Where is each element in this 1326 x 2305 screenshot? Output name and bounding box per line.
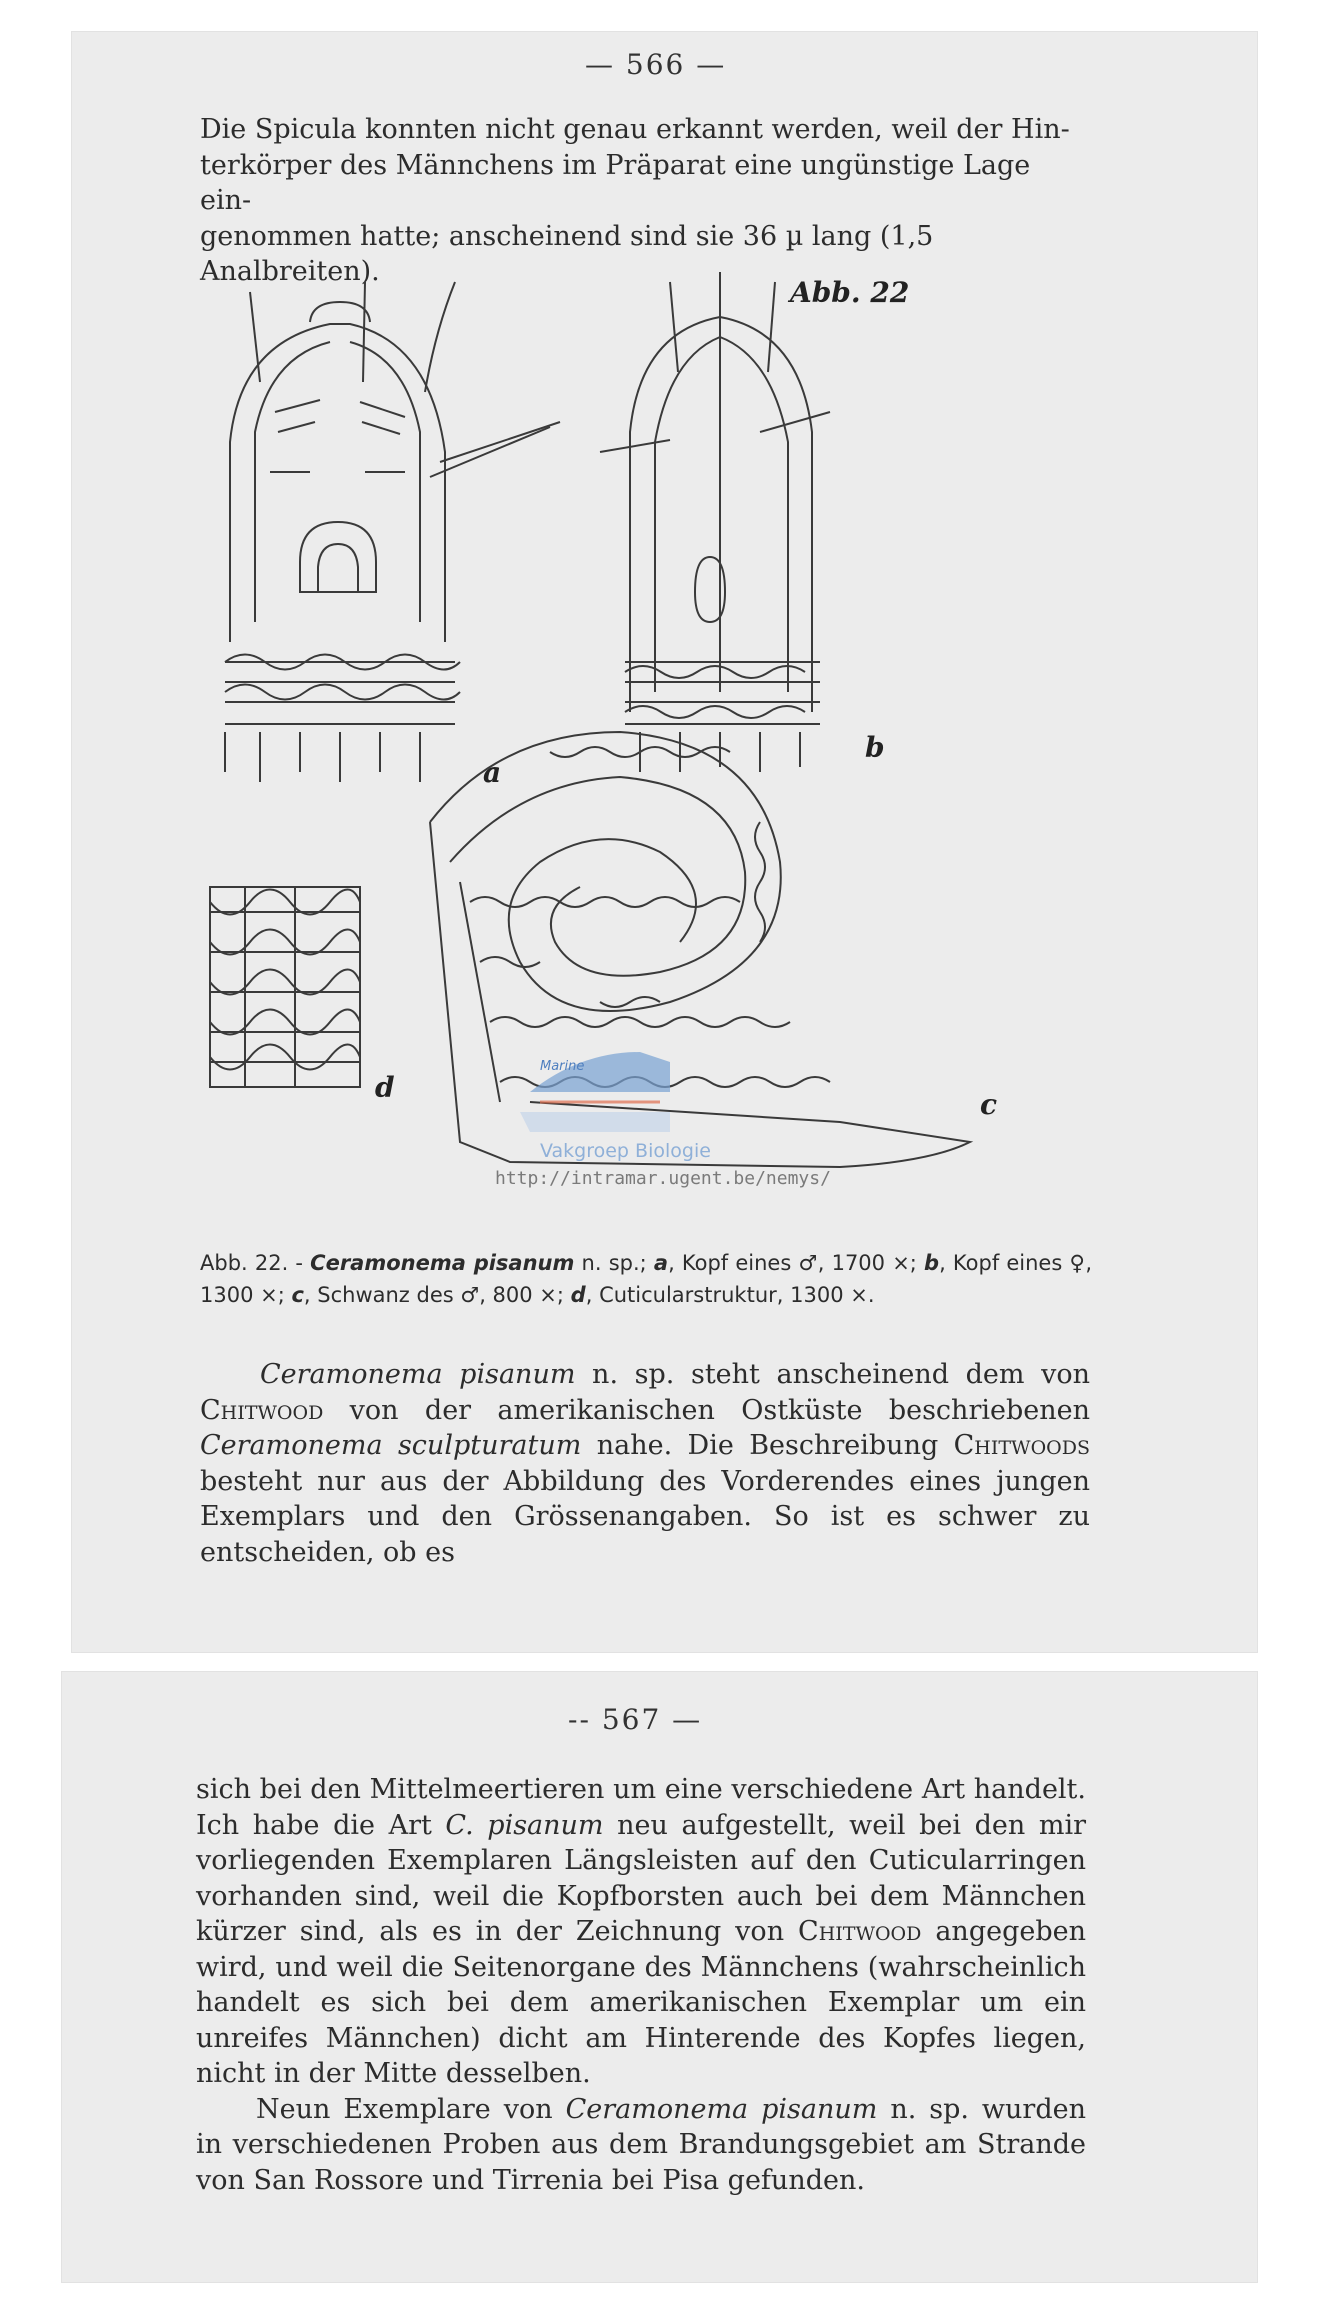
intro-line: Die Spicula konnten nicht genau erkannt werden, weil der Hin- [200,114,1070,145]
author-name: Chitwoods [953,1430,1090,1461]
caption-prefix: Abb. 22. - [200,1251,311,1275]
figure-abb-22 [200,262,1070,1222]
author-name: Chitwood [798,1916,922,1947]
figure-label-d: d [375,1071,395,1104]
caption-text-b: , Kopf eines ♀, 1300 ×; [200,1251,1092,1307]
author-name: Chitwood [200,1394,324,1426]
text-span: angegeben wird, und weil die Seitenorgane des Männchens (wahrscheinlich handelt es sich bei dem amerikanischen Exemplar um ein unreifes Männchen) dicht am Hinterende des Kopfes liegen, nicht in der Mitte desselben. [196,1916,1086,2089]
species-name: Ceramonema sculpturatum [200,1430,582,1461]
species-name: Ceramonema pisanum [565,2093,878,2125]
page-number-566: — 566 — [585,48,727,81]
caption-label-a: a [653,1251,669,1275]
figure-label-c: c [980,1088,998,1121]
caption-label-b: b [924,1251,940,1275]
figure-c-tail-male [430,732,970,1167]
figure-a-head-male [225,282,560,782]
text-span: neu aufgestellt, weil bei den mir vorliegenden Exemplaren Längsleisten auf den Cuticularringen vorhanden sind, weil die Kopfborsten auch bei dem Männchen kürzer sind, als es in der Zeichnung von [196,1809,1086,1947]
text-span: n. sp. wurden in verschiedenen Proben aus dem Brandungsgebiet am Strande von San Rossore und Tirrenia bei Pisa gefunden. [196,2093,1086,2196]
text-span: n. sp. steht anscheinend dem von [575,1359,1090,1390]
caption-text: n. sp.; [574,1251,654,1275]
species-name: Ceramonema pisanum [260,1359,576,1390]
caption-text-d: , Cuticularstruktur, 1300 ×. [585,1283,875,1307]
text-span: Neun Exemplare von [256,2093,566,2125]
watermark-org: Marine [540,1059,585,1074]
text-span: sich bei den Mittelmeertieren um eine verschiedene Art handelt. Ich habe die Art [196,1774,1086,1841]
paragraph-ceramonema [200,1357,1090,1570]
figure-b-head-female [600,272,830,772]
caption-text-c: , Schwanz des ♂, 800 ×; [303,1283,571,1307]
page-number-567: -- 567 — [568,1703,703,1736]
text-span: von der amerikanischen Ostküste beschriebenen [323,1394,1090,1426]
watermark-group: Vakgroep Biologie [540,1140,711,1162]
watermark-url: http://intramar.ugent.be/nemys/ [495,1168,831,1189]
figure-d-cuticular-structure [210,887,360,1087]
text-span: nahe. Die Beschreibung [581,1430,954,1461]
figure-label-a: a [483,756,502,789]
caption-text-a: , Kopf eines ♂, 1700 ×; [668,1251,925,1275]
figure-caption [200,1247,1092,1311]
caption-species: Ceramonema pisanum [310,1251,575,1275]
figure-label-b: b [865,731,885,764]
figure-title: Abb. 22 [790,276,910,309]
intro-line: genommen hatte; anscheinend sind sie 36 µ lang (1,5 Analbreiten). [200,220,934,287]
text-span: besteht nur aus der Abbildung des Vorderendes eines jungen Exemplars und den Grössenangaben. So ist es schwer zu entscheiden, ob es [200,1465,1090,1568]
intro-line: terkörper des Männchens im Präparat eine ungünstige Lage ein- [200,149,1031,216]
species-name: C. pisanum [445,1809,604,1841]
paragraph-mittelmeer [196,1772,1086,2198]
caption-label-d: d [570,1283,586,1307]
caption-label-c: c [291,1283,304,1307]
